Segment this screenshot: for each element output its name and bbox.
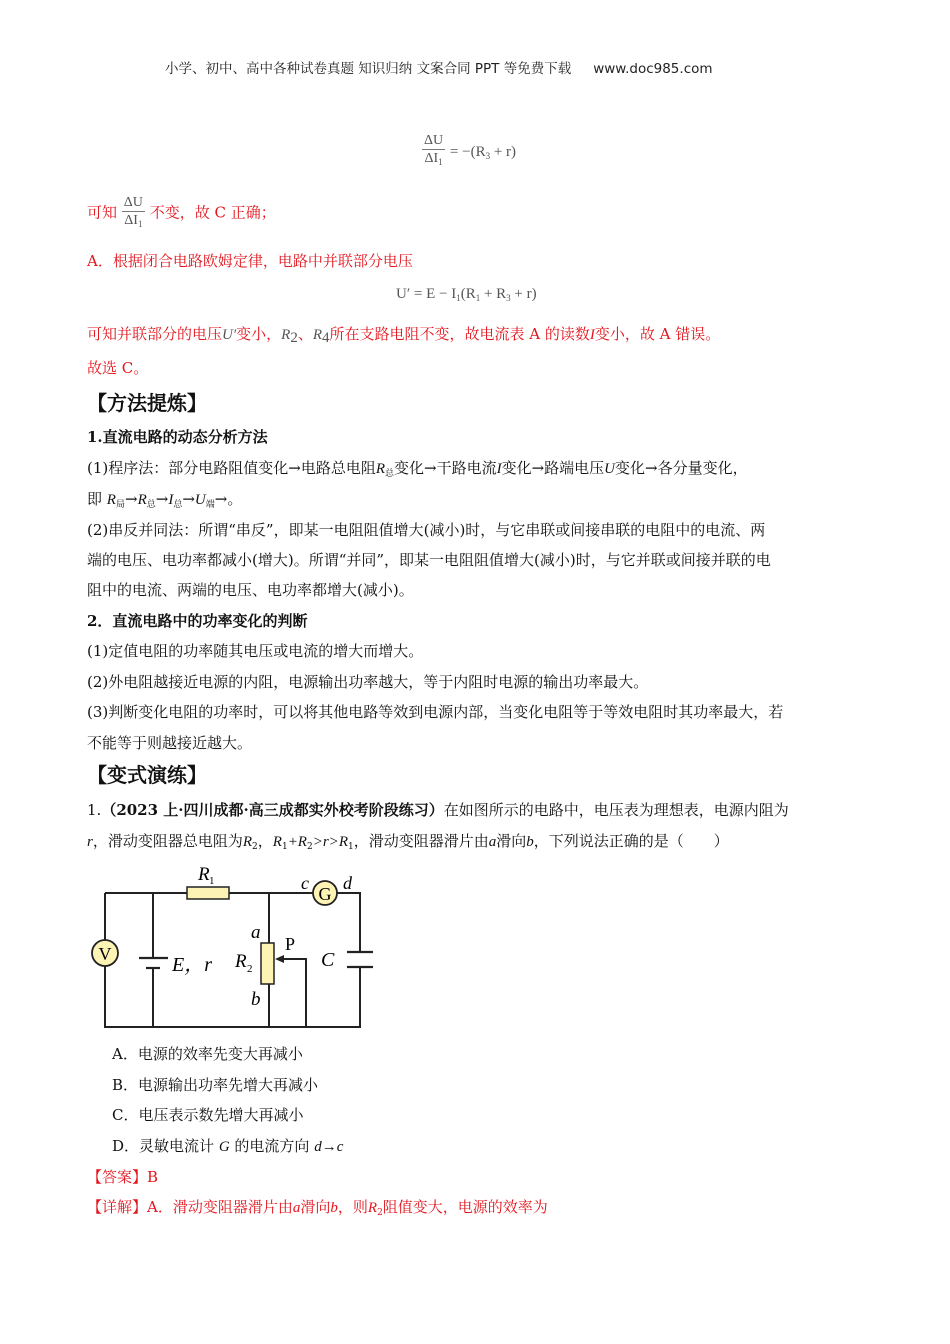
- t: 在如图所示的电路中，电压表为理想表，电源内阻为: [443, 801, 789, 819]
- t: →: [182, 490, 195, 508]
- r2-sub: 2: [247, 963, 253, 975]
- t: d→c: [314, 1139, 344, 1155]
- sub: 总: [385, 469, 395, 479]
- c-label: c: [301, 873, 309, 893]
- sub: 端: [205, 500, 215, 510]
- t: I: [496, 461, 502, 477]
- t: b: [330, 1200, 338, 1216]
- numerator: ΔU: [424, 133, 444, 148]
- option-text: 电压表示数先增大再减小: [138, 1106, 304, 1124]
- t: 变化→干路电流: [394, 459, 497, 477]
- t: >r>: [312, 834, 339, 850]
- section-heading-practice: 【变式演练】: [87, 763, 207, 787]
- rhs-end: + r): [490, 143, 517, 160]
- r1-label: R: [198, 864, 210, 885]
- t: 、: [297, 325, 313, 343]
- method-heading-2: 2．直流电路中的功率变化的判断: [87, 612, 308, 630]
- section-heading-method: 【方法提炼】: [87, 391, 207, 415]
- t: 阻值变大，电源的效率为: [382, 1198, 548, 1216]
- sub: 1: [281, 842, 288, 852]
- header-text: 小学、初中、高中各种试卷真题 知识归纳 文案合同 PPT 等免费下载: [165, 61, 572, 77]
- question-number: 1.: [87, 801, 102, 819]
- sub: 2: [290, 330, 298, 346]
- sub: 1: [347, 842, 354, 852]
- question-source: （2023 上·四川成都·高三成都实外校考阶段练习）: [101, 801, 444, 819]
- t: ，: [257, 832, 273, 850]
- sub: 总: [173, 500, 183, 510]
- option-text: 电源的效率先变大再减小: [137, 1045, 303, 1063]
- emf-label: E，r: [172, 954, 212, 976]
- option-label: B．: [112, 1076, 139, 1094]
- slider-arrow-icon: [275, 955, 284, 963]
- t: R: [272, 834, 282, 850]
- option-text: 灵敏电流计: [139, 1137, 219, 1155]
- t: G: [218, 1139, 230, 1155]
- t: I: [589, 327, 595, 343]
- b-label: b: [251, 989, 261, 1010]
- r2-label: R: [235, 951, 247, 972]
- resistor-r1: [187, 887, 229, 899]
- method-heading-1: 1.直流电路的动态分析方法: [87, 428, 268, 446]
- text: 不变，故 C 正确；: [149, 203, 276, 222]
- sub: 3: [485, 150, 491, 161]
- t: 滑向: [300, 1198, 331, 1216]
- option-a[interactable]: [112, 1044, 303, 1064]
- t: 变化→路端电压: [501, 459, 605, 477]
- method-p2a: (2)串反并同法：所谓“串反”，即某一电阻阻值增大(减小)时，与它串联或间接串联的电阻中的电流、两: [87, 521, 766, 539]
- option-b[interactable]: [112, 1075, 318, 1095]
- detail-line: [87, 1197, 548, 1223]
- r1-sub: 1: [209, 875, 215, 887]
- header-url[interactable]: www.doc985.com: [593, 61, 713, 77]
- sub: 总: [146, 500, 156, 510]
- sub: 4: [322, 330, 330, 346]
- capacitor-label: C: [321, 949, 335, 971]
- t: R: [137, 492, 147, 508]
- t: (R: [460, 286, 476, 302]
- t: U′ = E − I: [396, 286, 457, 302]
- slider-wire: [283, 959, 306, 1027]
- t: 即: [87, 490, 103, 508]
- method-q3b: 不能等于则越接近越大。: [87, 734, 253, 752]
- t: I: [168, 492, 174, 508]
- sub: 2: [306, 842, 313, 852]
- t: ，下列说法正确的是（ ）: [533, 832, 729, 850]
- voltmeter-label: V: [98, 944, 112, 964]
- p-label: P: [285, 934, 296, 954]
- t: r: [87, 834, 93, 850]
- method-q1: (1)定值电阻的功率随其电压或电流的增大而增大。: [87, 642, 424, 660]
- t: →: [155, 490, 169, 508]
- capacitor-symbol: [347, 952, 373, 967]
- sub: 3: [506, 293, 511, 303]
- sub: 1: [456, 293, 461, 303]
- sub: 1: [438, 157, 443, 167]
- option-label: C．: [112, 1106, 139, 1124]
- t: 可知并联部分的电压: [87, 325, 223, 343]
- t: R: [281, 327, 291, 343]
- final-choice: 故选 C。: [87, 359, 149, 377]
- t: U: [604, 461, 616, 477]
- numerator: ΔU: [123, 195, 143, 210]
- rhs: = −(R: [449, 143, 486, 160]
- method-q3a: (3)判断变化电阻的功率时，可以将其他电路等效到电源内部，当变化电阻等于等效电阻时其功率最大，若: [87, 703, 784, 721]
- t: R: [375, 461, 385, 477]
- rheostat-r2: [261, 943, 274, 984]
- t: 滑向: [496, 832, 527, 850]
- t: R: [106, 492, 116, 508]
- t: R: [367, 1200, 378, 1216]
- t: + R: [480, 286, 507, 302]
- t: U: [194, 492, 206, 508]
- t: R: [312, 327, 323, 343]
- sub: 1: [475, 293, 481, 303]
- option-label: D．: [112, 1137, 140, 1155]
- option-label: A．: [112, 1045, 138, 1063]
- option-text: 电源输出功率先增大再减小: [138, 1076, 319, 1094]
- t: →: [124, 490, 138, 508]
- answer-line: [87, 1167, 158, 1187]
- t: + r): [510, 286, 537, 302]
- t: 变小，: [236, 325, 282, 343]
- t: 的电流方向: [229, 1137, 315, 1155]
- t: ，滑动变阻器总电阻为: [92, 832, 243, 850]
- detail-tag: 【详解】: [87, 1198, 148, 1216]
- denominator: ΔI: [424, 151, 439, 166]
- t: 变化→各分量变化，: [615, 459, 748, 477]
- answer-value: B: [147, 1168, 159, 1186]
- method-p2c: 阻中的电流、两端的电压、电功率都增大(减小)。: [87, 581, 414, 599]
- sub: 2: [377, 1208, 383, 1218]
- t: ，滑动变阻器滑片由: [353, 832, 489, 850]
- sub: 1: [137, 219, 143, 229]
- t: →。: [214, 490, 243, 508]
- sub: 2: [252, 842, 258, 852]
- analysis-a: A．根据闭合电路欧姆定律，电路中并联部分电压: [87, 252, 413, 270]
- t: (1)程序法：部分电路阻值变化→电路总电阻: [87, 459, 376, 477]
- t: a: [292, 1200, 301, 1216]
- galvanometer-label: G: [318, 884, 332, 904]
- battery-symbol: [139, 958, 168, 968]
- t: ，则: [337, 1198, 368, 1216]
- answer-tag: 【答案】: [87, 1168, 148, 1186]
- t: a: [488, 834, 497, 850]
- t: U′: [222, 327, 237, 343]
- denominator: ΔI: [124, 213, 138, 228]
- option-d[interactable]: [112, 1136, 343, 1157]
- t: b: [526, 834, 534, 850]
- option-c[interactable]: [112, 1105, 304, 1125]
- method-q2: (2)外电阻越接近电源的内阻，电源输出功率越大，等于内阻时电源的输出功率最大。: [87, 673, 649, 691]
- t: +R: [287, 834, 307, 850]
- text: 可知: [87, 203, 118, 222]
- t: 变小，故 A 错误。: [594, 325, 721, 343]
- a-label: a: [251, 922, 261, 943]
- method-p2b: 端的电压、电功率都减小(增大)。所谓“并同”，即某一电阻阻值增大(减小)时，与它并联或间接并联的电: [87, 551, 771, 569]
- t: R: [242, 834, 253, 850]
- t: A．滑动变阻器滑片由: [147, 1198, 293, 1216]
- t: R: [338, 834, 348, 850]
- t: 所在支路电阻不变，故电流表 A 的读数: [329, 325, 590, 343]
- d-label: d: [343, 873, 352, 893]
- sub: 局: [115, 500, 125, 510]
